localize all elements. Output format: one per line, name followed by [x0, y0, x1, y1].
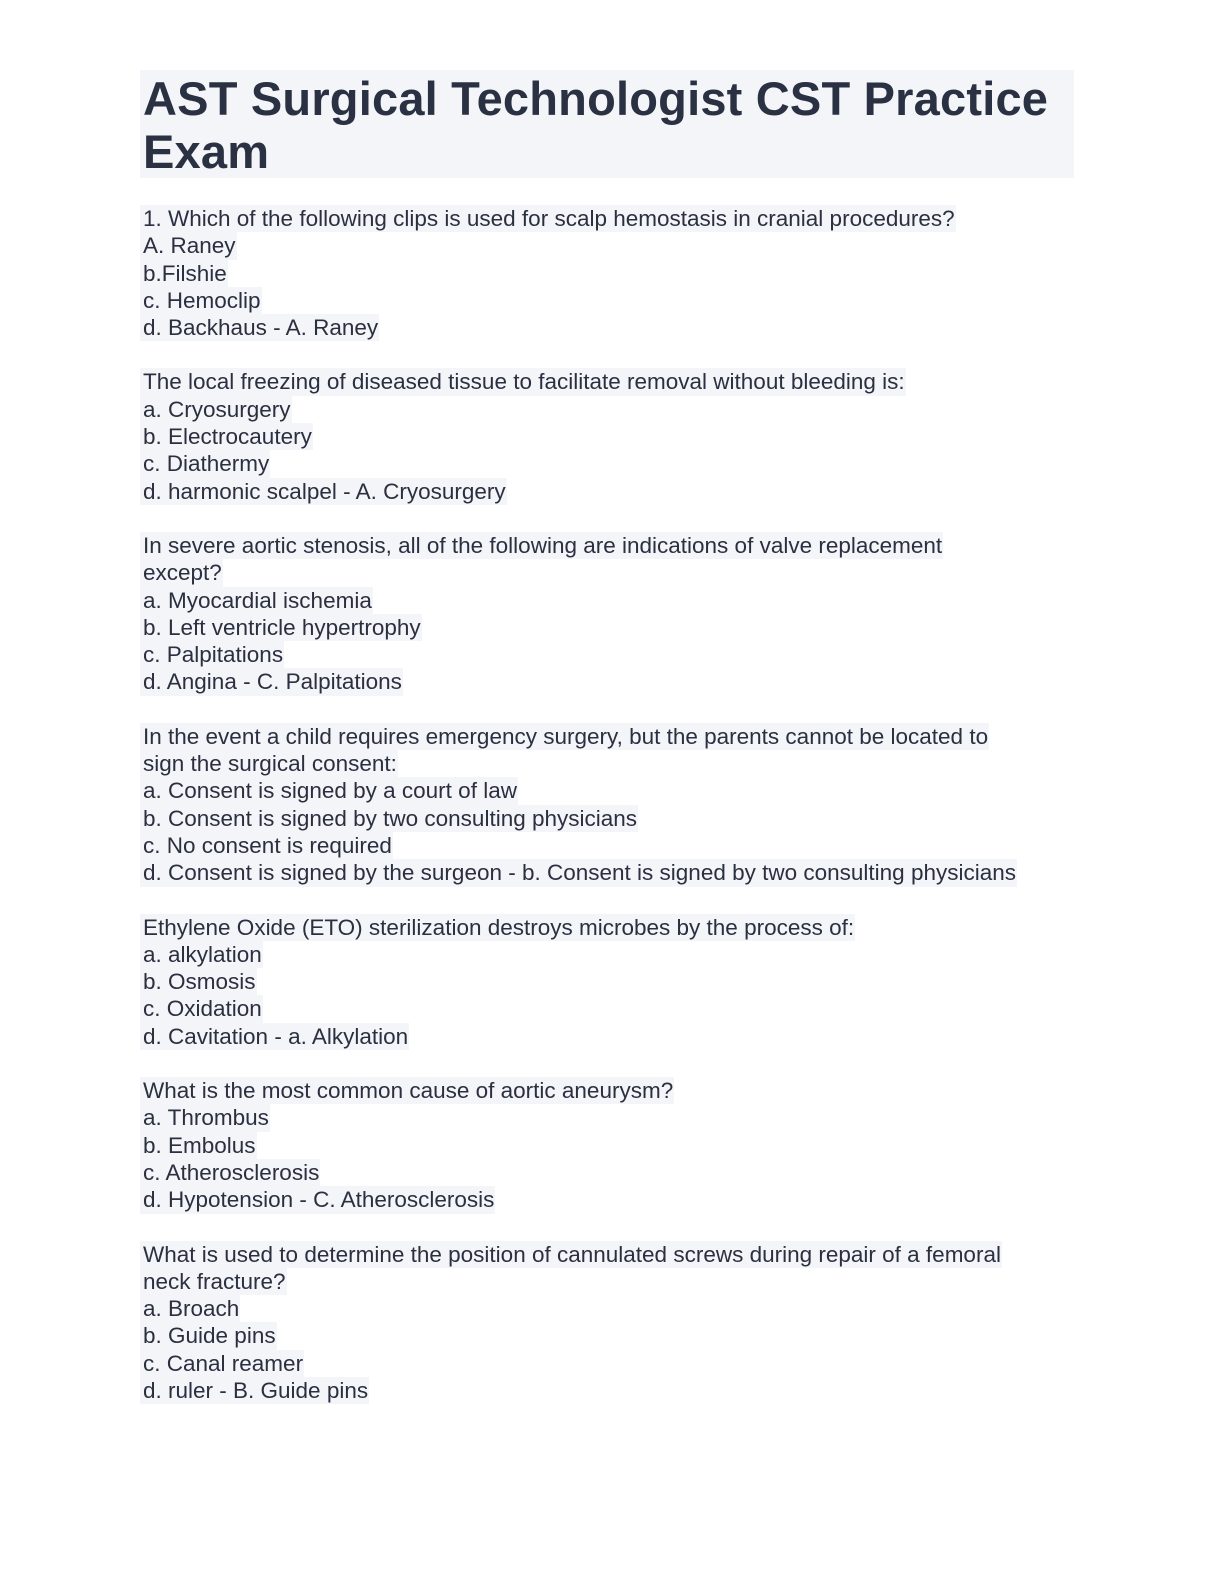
question-text: The local freezing of diseased tissue to facilitate removal without bleeding is:: [140, 368, 906, 395]
question-4: [140, 723, 1074, 887]
answer-option: c. Oxidation: [140, 995, 263, 1022]
answer-option: a. Thrombus: [140, 1104, 270, 1131]
answer-option: b. Guide pins: [140, 1322, 277, 1349]
question-1: [140, 205, 1074, 341]
answer-option: b. Osmosis: [140, 968, 257, 995]
question-text: In severe aortic stenosis, all of the following are indications of valve replacement: [140, 532, 943, 559]
question-text: Ethylene Oxide (ETO) sterilization destroys microbes by the process of:: [140, 914, 855, 941]
answer-option: b. Consent is signed by two consulting physicians: [140, 805, 638, 832]
question-3: [140, 532, 1074, 696]
question-text: neck fracture?: [140, 1268, 287, 1295]
answer-option-with-key: d. Consent is signed by the surgeon - b. Consent is signed by two consulting physicians: [140, 859, 1017, 886]
question-6: [140, 1077, 1074, 1213]
question-text: What is the most common cause of aortic aneurysm?: [140, 1077, 674, 1104]
question-2: [140, 368, 1074, 504]
answer-option: c. Atherosclerosis: [140, 1159, 320, 1186]
answer-option: A. Raney: [140, 232, 237, 259]
answer-option-with-key: d. Backhaus - A. Raney: [140, 314, 379, 341]
answer-option: c. No consent is required: [140, 832, 393, 859]
answer-option: c. Canal reamer: [140, 1350, 304, 1377]
answer-option-with-key: d. harmonic scalpel - A. Cryosurgery: [140, 478, 507, 505]
answer-option: c. Palpitations: [140, 641, 284, 668]
answer-option: b. Left ventricle hypertrophy: [140, 614, 422, 641]
question-5: [140, 914, 1074, 1050]
answer-option: c. Diathermy: [140, 450, 270, 477]
title-line: Exam: [143, 125, 270, 178]
title-line: AST Surgical Technologist CST Practice: [143, 72, 1049, 125]
answer-option: b.Filshie: [140, 260, 228, 287]
answer-option: a. Cryosurgery: [140, 396, 292, 423]
answer-option: a. Myocardial ischemia: [140, 587, 373, 614]
answer-option: a. Broach: [140, 1295, 240, 1322]
answer-option: c. Hemoclip: [140, 287, 262, 314]
question-7: [140, 1241, 1074, 1405]
answer-option: b. Electrocautery: [140, 423, 313, 450]
question-text: In the event a child requires emergency surgery, but the parents cannot be located to: [140, 723, 989, 750]
answer-option-with-key: d. ruler - B. Guide pins: [140, 1377, 369, 1404]
answer-option: a. alkylation: [140, 941, 263, 968]
question-text: 1. Which of the following clips is used for scalp hemostasis in cranial procedures?: [140, 205, 956, 232]
answer-option: b. Embolus: [140, 1132, 257, 1159]
answer-option-with-key: d. Angina - C. Palpitations: [140, 668, 403, 695]
answer-option-with-key: d. Cavitation - a. Alkylation: [140, 1023, 409, 1050]
question-text: sign the surgical consent:: [140, 750, 398, 777]
question-list: [140, 205, 1074, 1404]
answer-option-with-key: d. Hypotension - C. Atherosclerosis: [140, 1186, 495, 1213]
question-text: What is used to determine the position of cannulated screws during repair of a femoral: [140, 1241, 1002, 1268]
page-title: [140, 70, 1074, 178]
document-page: [140, 70, 1074, 1431]
question-text: except?: [140, 559, 223, 586]
answer-option: a. Consent is signed by a court of law: [140, 777, 518, 804]
